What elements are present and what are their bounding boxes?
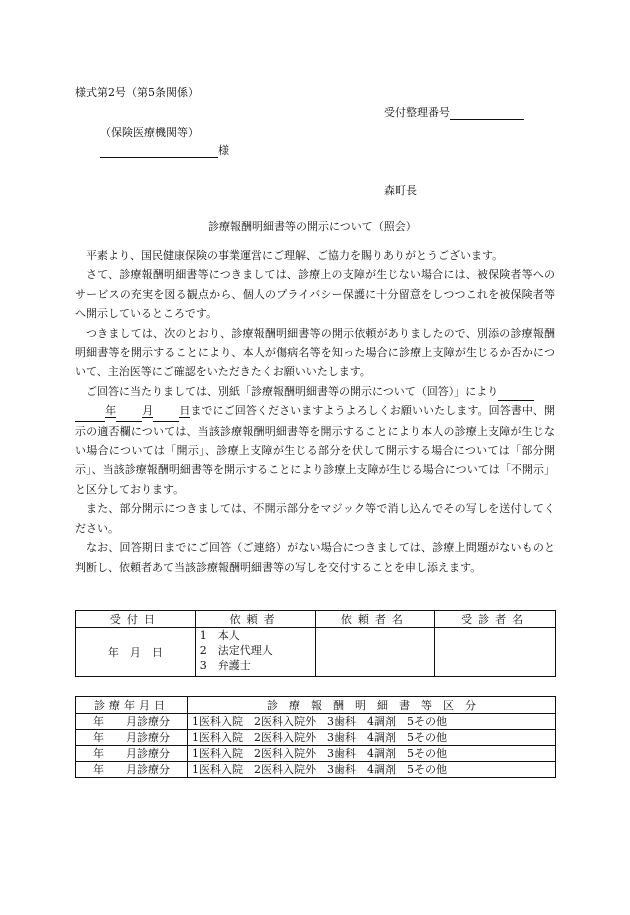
relation-option: 1 本人 — [199, 629, 240, 642]
paragraph: つきましては、次のとおり、診療報酬明細書等の開示依頼がありましたので、別添の診療報酬明細書等を開示することにより、本人が傷病名等を知った場合に診療上支障が生じるか否かについて、主治医等にご確認をいただきたくお願いいたします。 — [75, 326, 555, 379]
form-number: 様式第2号（第5条関係） — [75, 86, 199, 99]
paragraph: なお、回答期日までにご回答（ご連絡）がない場合につきましては、診療上問題がないものと判断し、依頼者あて当該診療報酬明細書等の写しを交付することを申し添えます。 — [75, 541, 555, 574]
blank-line — [153, 409, 179, 422]
header-treatment-date: 診療年月日 — [76, 697, 188, 714]
addressee-field — [100, 142, 229, 158]
request-table-header — [76, 611, 556, 628]
honorific: 様 — [218, 144, 229, 157]
table-row — [76, 762, 556, 778]
header-patient-name: 受診者名 — [435, 611, 556, 628]
page-title: 診療報酬明細書等の開示について（照会） — [208, 220, 417, 233]
treatment-month-cell: 年 月診療分 — [76, 730, 188, 746]
paragraph: また、部分開示につきましては、不開示部分をマジック等で消し込んでその写しを送付してください。 — [75, 502, 555, 535]
paragraph-deadline — [75, 382, 555, 499]
sender: 森町長 — [384, 184, 417, 197]
treatment-month-cell: 年 月診療分 — [76, 746, 188, 762]
header-receipt-date: 受付日 — [76, 611, 196, 628]
header-statement-type: 診 療 報 酬 明 細 書 等 区 分 — [188, 697, 556, 714]
request-table-row — [76, 628, 556, 677]
patient-name-cell — [435, 628, 556, 677]
statement-type-cell: 1医科入院 2医科入院外 3歯科 4調剤 5その他 — [188, 746, 556, 762]
treatment-month-cell: 年 月診療分 — [76, 762, 188, 778]
day-label: 日 — [179, 404, 191, 418]
treatment-month-cell: 年 月診療分 — [76, 714, 188, 730]
request-table — [75, 610, 556, 677]
receipt-number-field — [384, 104, 524, 120]
blank-line — [116, 409, 142, 422]
blank-line — [498, 388, 534, 401]
table-row — [76, 730, 556, 746]
table-row — [76, 714, 556, 730]
receipt-date-cell: 年 月 日 — [76, 628, 196, 677]
addressee-line — [100, 145, 218, 158]
body-text — [75, 246, 555, 577]
institution-label: （保険医療機関等） — [100, 126, 199, 139]
relation-option: 2 法定代理人 — [199, 644, 273, 657]
table-row — [76, 746, 556, 762]
relation-option: 3 弁護士 — [199, 659, 251, 672]
paragraph: 平素より、国民健康保険の事業運営にご理解、ご協力を賜りありがとうございます。 — [86, 249, 504, 262]
year-label: 年 — [105, 404, 117, 418]
receipt-number-label: 受付整理番号 — [384, 106, 450, 119]
detail-table — [75, 696, 556, 778]
receipt-number-line — [450, 107, 524, 120]
month-label: 月 — [142, 404, 154, 418]
blank-line — [75, 409, 105, 422]
header-requester: 依頼者 — [195, 611, 315, 628]
paragraph: さて、診療報酬明細書等につきましては、診療上の支障が生じない場合には、被保険者等へのサービスの充実を図る観点から、個人のプライバシー保護に十分留意をしつつこれを被保険者等へ開示しているところです。 — [75, 268, 555, 321]
paragraph-text: までにご回答くださいますようよろしくお願いいたします。回答書中、開示の適否欄については、当該診療報酬明細書等を開示することにより本人の診療上支障が生じない場合については「開示」、診療上支障が生じる部分を伏して開示する場合については「部分開示」、当該診療報酬明細書等を開示することにより診療上支障が生じる場合については「不開示」と区分しております。 — [75, 404, 556, 496]
header-requester-name: 依頼者名 — [315, 611, 435, 628]
requester-name-cell — [315, 628, 435, 677]
statement-type-cell: 1医科入院 2医科入院外 3歯科 4調剤 5その他 — [188, 762, 556, 778]
requester-relation-cell — [195, 628, 315, 677]
detail-table-header — [76, 697, 556, 714]
paragraph-text: ご回答に当たりましては、別紙「診療報酬明細書等の開示について（回答）」により — [86, 384, 499, 398]
statement-type-cell: 1医科入院 2医科入院外 3歯科 4調剤 5その他 — [188, 714, 556, 730]
statement-type-cell: 1医科入院 2医科入院外 3歯科 4調剤 5その他 — [188, 730, 556, 746]
